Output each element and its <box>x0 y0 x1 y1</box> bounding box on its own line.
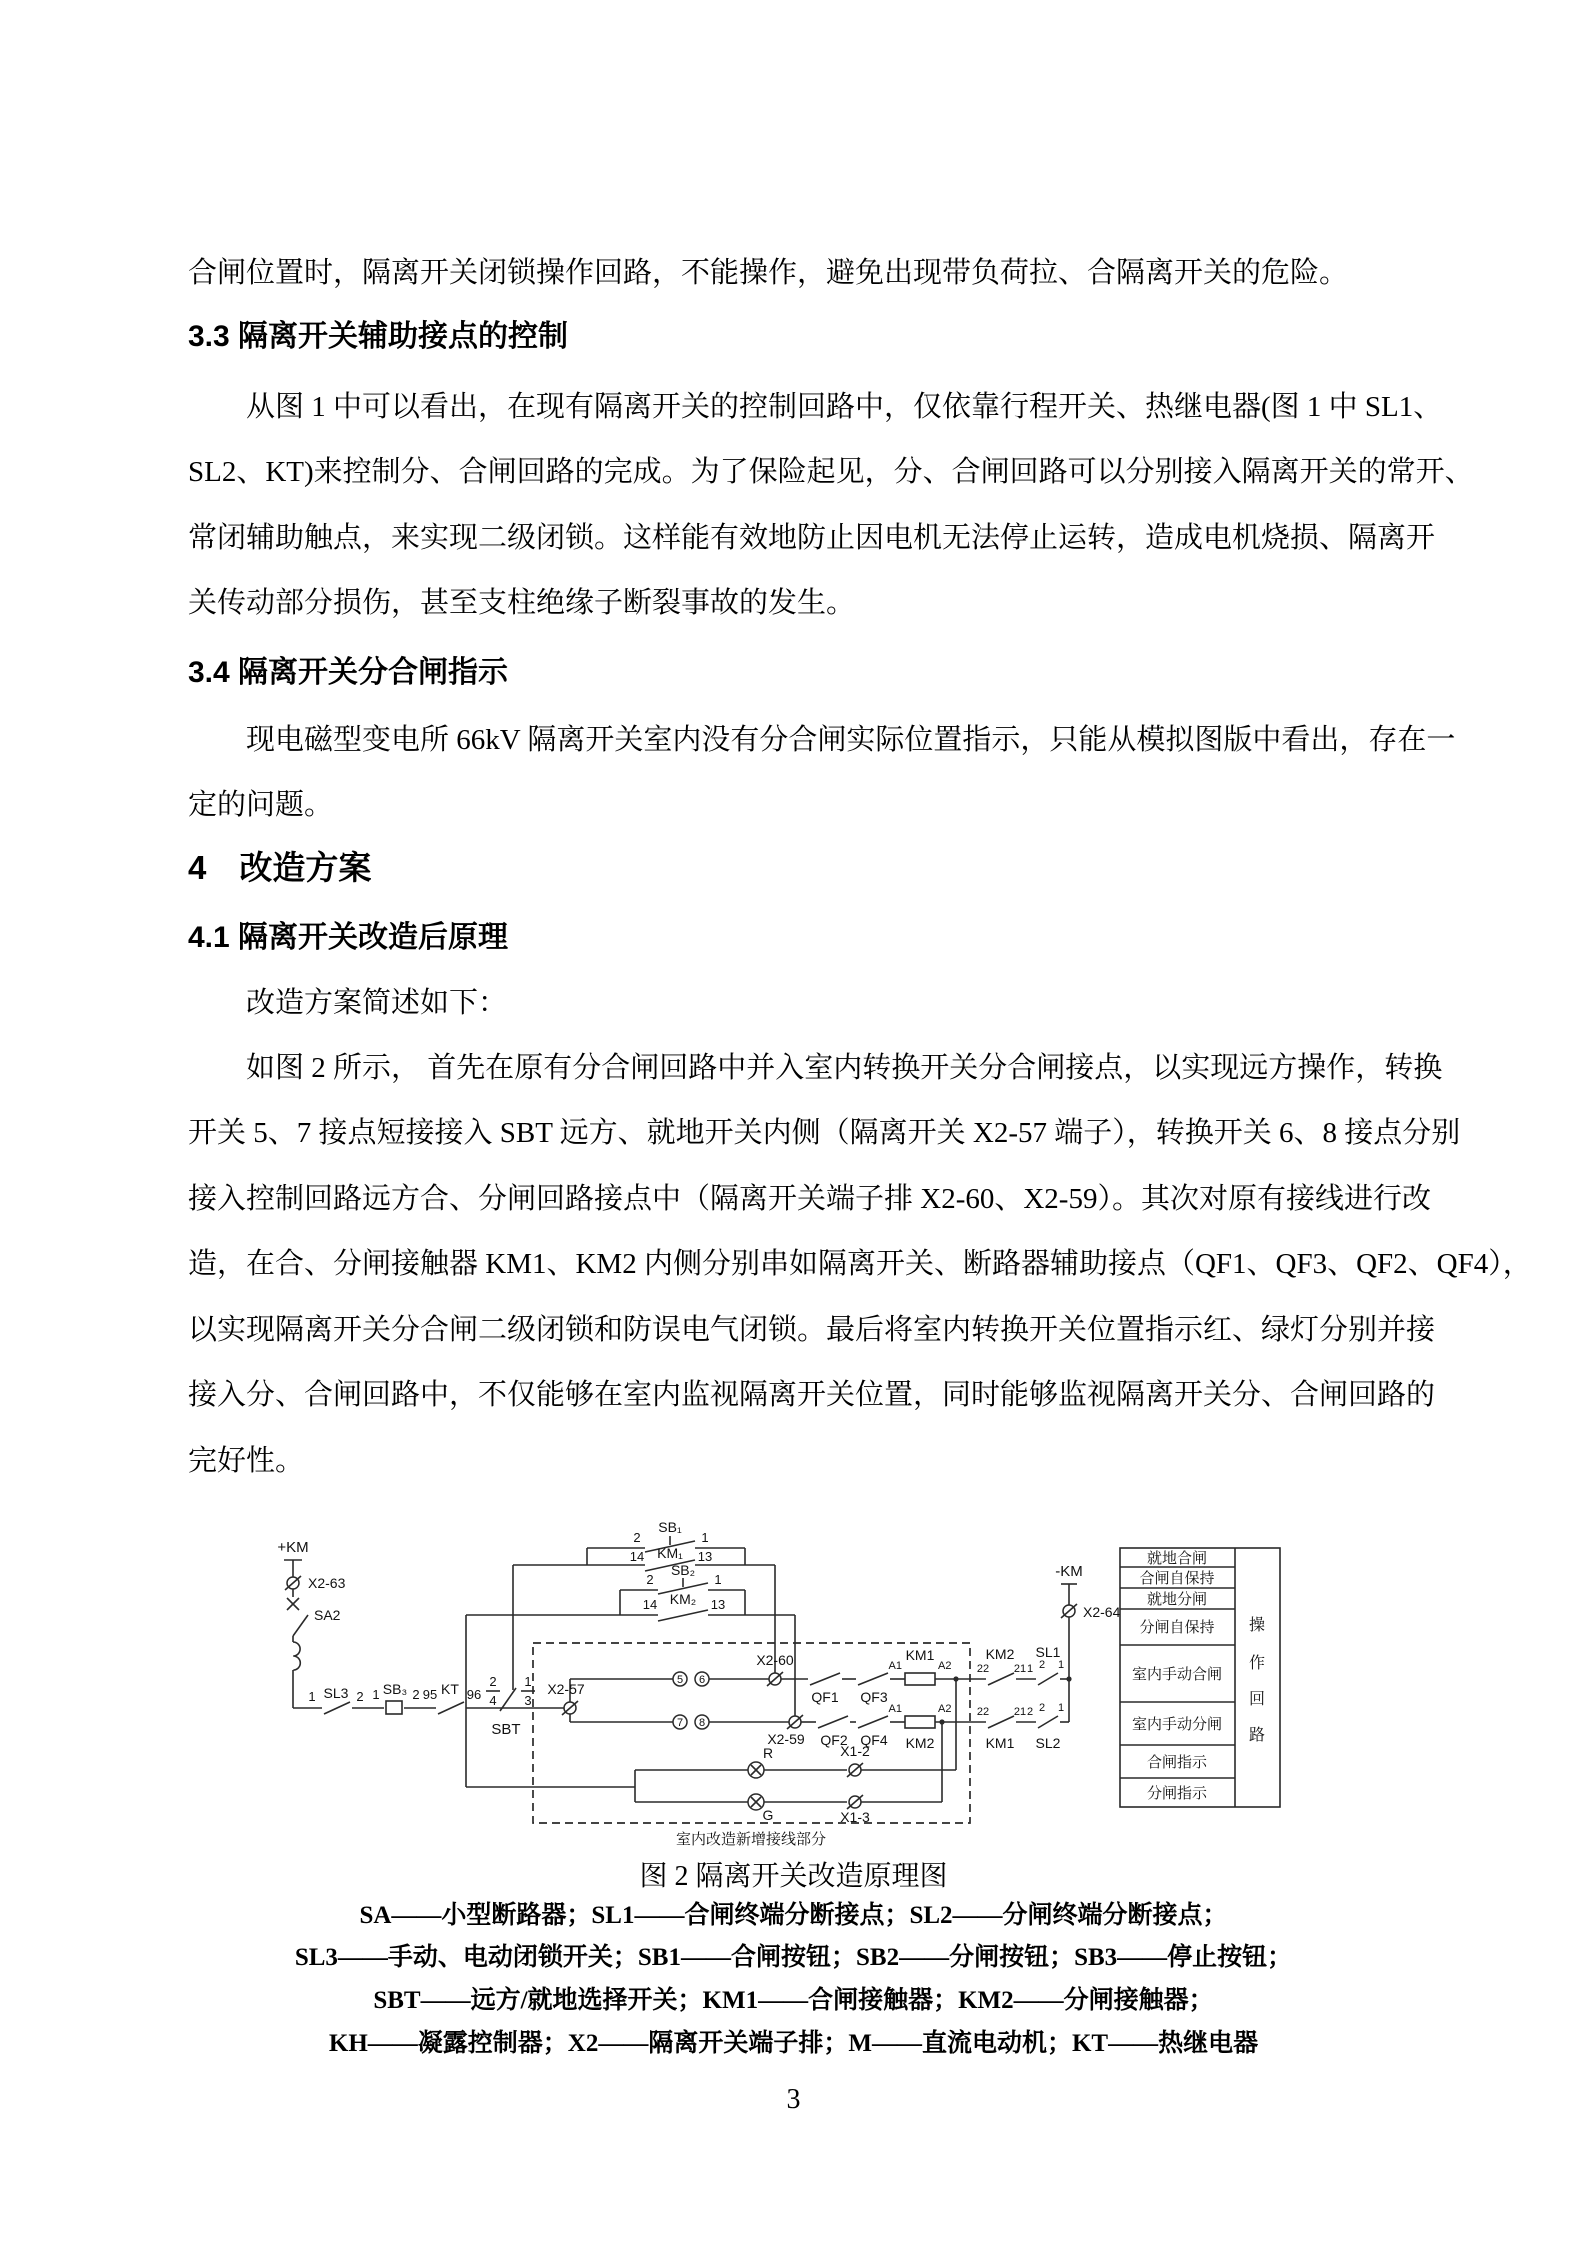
pin: 2 <box>412 1687 420 1702</box>
contact-km1-nc <box>988 1716 1014 1728</box>
paragraph-line: 完好性。 <box>188 1445 305 1477</box>
label-sa2: SA2 <box>314 1607 341 1623</box>
label-kt: KT <box>441 1681 459 1697</box>
contact-km2-nc <box>988 1673 1014 1685</box>
coil-km2 <box>905 1716 935 1728</box>
pin: 2 <box>633 1530 641 1545</box>
label-qf4: QF4 <box>860 1732 888 1748</box>
label-qf1: QF1 <box>811 1689 839 1705</box>
label-km2-aux: KM₂ <box>669 1591 697 1607</box>
motor-coil-symbol <box>293 1642 300 1670</box>
pin: 13 <box>697 1549 713 1564</box>
circled-pin-5: 5 <box>676 1674 684 1686</box>
circled-pin-7: 7 <box>676 1717 684 1729</box>
switch-sl3 <box>324 1702 350 1714</box>
label-x2-60: X2-60 <box>756 1652 794 1668</box>
pin: 1 <box>308 1689 316 1704</box>
pin: 96 <box>466 1687 482 1702</box>
pin: 1 <box>524 1674 532 1689</box>
table-side-char: 回 <box>1248 1691 1266 1708</box>
figure-legend-line: SBT——远方/就地选择开关；KM1——合闸接触器；KM2——分闸接触器； <box>373 1987 1214 2014</box>
pin: 13 <box>710 1597 726 1612</box>
label-a1: A1 <box>888 1703 902 1715</box>
paragraph-line: 合闸位置时，隔离开关闭锁操作回路，不能操作，避免出现带负荷拉、合隔离开关的危险。 <box>188 257 1349 289</box>
table-side-char: 作 <box>1248 1655 1266 1672</box>
pin: 95 <box>422 1687 438 1702</box>
contact-sl1 <box>1038 1673 1058 1685</box>
label-qf2: QF2 <box>820 1732 848 1748</box>
table-row: 就地分闸 <box>1146 1591 1208 1608</box>
contact-qf2 <box>818 1716 848 1728</box>
label-sl2: SL2 <box>1035 1735 1061 1751</box>
paragraph-line: 接入分、合闸回路中，不仅能够在室内监视隔离开关位置，同时能够监视隔离开关分、合闸回路的 <box>188 1379 1436 1411</box>
paragraph-line: 如图 2 所示， 首先在原有分合闸回路中并入室内转换开关分合闸接点，以实现远方操作，转换 <box>246 1052 1443 1084</box>
paragraph-line: 常闭辅助触点，来实现二级闭锁。这样能有效地防止因电机无法停止运转，造成电机烧损、隔离开 <box>188 522 1436 554</box>
pin: 1 <box>1026 1663 1034 1675</box>
section-heading-3-4: 3.4 隔离开关分合闸指示 <box>188 656 509 689</box>
new-wiring-box-label: 室内改造新增接线部分 <box>675 1831 827 1848</box>
label-lamp-g: G <box>762 1807 774 1823</box>
section-heading-4: 4 改造方案 <box>188 849 372 886</box>
section-heading-3-3: 3.3 隔离开关辅助接点的控制 <box>188 320 569 353</box>
pin: 2 <box>1038 1702 1046 1714</box>
label-minus-km: -KM <box>1055 1563 1083 1580</box>
label-km2-contact: KM2 <box>985 1646 1015 1662</box>
pin: 2 <box>1026 1706 1034 1718</box>
pin: 22 <box>976 1663 990 1675</box>
pin: 2 <box>356 1689 364 1704</box>
pin: 4 <box>489 1693 497 1708</box>
figure-legend-line: KH——凝露控制器；X2——隔离开关端子排；M——直流电动机；KT——热继电器 <box>328 2030 1259 2057</box>
pin: 21 <box>1013 1663 1027 1675</box>
label-sb3: SB₃ <box>382 1681 408 1697</box>
table-row: 室内手动分闸 <box>1131 1716 1223 1733</box>
button-sb3 <box>386 1701 402 1714</box>
contact-qf1 <box>810 1673 840 1685</box>
switch-sa2 <box>293 1615 308 1636</box>
label-x1-3: X1-3 <box>840 1809 870 1825</box>
paragraph-line: 接入控制回路远方合、分闸回路接点中（隔离开关端子排 X2-60、X2-59）。其次对原有接线进行改 <box>188 1183 1431 1215</box>
label-x2-57: X2-57 <box>547 1681 585 1697</box>
label-plus-km: +KM <box>277 1539 309 1556</box>
contact-qf3 <box>858 1673 888 1685</box>
label-sl1: SL1 <box>1035 1644 1061 1660</box>
paragraph-line: 开关 5、7 接点短接接入 SBT 远方、就地开关内侧（隔离开关 X2-57 端子），转换开关 6、8 接点分别 <box>188 1117 1461 1149</box>
table-row: 分闸自保持 <box>1139 1619 1215 1636</box>
label-a2: A2 <box>938 1703 952 1715</box>
table-row: 就地合闸 <box>1146 1550 1208 1567</box>
figure-legend-line: SA——小型断路器；SL1——合闸终端分断接点；SL2——分闸终端分断接点； <box>359 1902 1228 1929</box>
contact-kt <box>438 1702 464 1714</box>
label-lamp-r: R <box>762 1745 774 1761</box>
label-km1-coil: KM1 <box>905 1647 935 1663</box>
pin: 2 <box>1038 1659 1046 1671</box>
table-side-char: 操 <box>1248 1617 1266 1634</box>
label-sb1: SB₁ <box>658 1519 682 1535</box>
figure-caption: 图 2 隔离开关改造原理图 <box>639 1861 948 1892</box>
figure-legend-line: SL3——手动、电动闭锁开关；SB1——合闸按钮；SB2——分闸按钮；SB3——停止按钮； <box>294 1944 1293 1971</box>
label-qf3: QF3 <box>860 1689 888 1705</box>
circled-pin-6: 6 <box>698 1674 706 1686</box>
label-x1-2: X1-2 <box>840 1743 870 1759</box>
coil-km1 <box>905 1673 935 1685</box>
circuit-schematic <box>190 1518 1420 1868</box>
pin: 22 <box>976 1706 990 1718</box>
label-sl3: SL3 <box>323 1685 349 1701</box>
pin: 3 <box>524 1693 532 1708</box>
pin: 14 <box>642 1597 658 1612</box>
paragraph-line: 以实现隔离开关分合闸二级闭锁和防误电气闭锁。最后将室内转换开关位置指示红、绿灯分别并接 <box>188 1314 1436 1346</box>
label-sb2: SB₂ <box>670 1562 696 1578</box>
label-a2: A2 <box>938 1660 952 1672</box>
contact-km2 <box>658 1610 708 1621</box>
pin: 14 <box>629 1549 645 1564</box>
section-heading-4-1: 4.1 隔离开关改造后原理 <box>188 921 509 954</box>
paragraph-line: 关传动部分损伤，甚至支柱绝缘子断裂事故的发生。 <box>188 587 856 619</box>
pin: 1 <box>1057 1659 1065 1671</box>
contact-sl2 <box>1038 1716 1058 1728</box>
operation-loop-table <box>1120 1548 1280 1807</box>
page-number: 3 <box>786 2084 801 2115</box>
pin: 1 <box>1057 1702 1065 1714</box>
paragraph-line: SL2、KT)来控制分、合闸回路的完成。为了保险起见，分、合闸回路可以分别接入隔离开关的常开、 <box>188 456 1474 488</box>
table-row: 室内手动合闸 <box>1131 1666 1223 1683</box>
pin: 21 <box>1013 1706 1027 1718</box>
table-side-char: 路 <box>1248 1727 1266 1744</box>
paragraph-line: 从图 1 中可以看出，在现有隔离开关的控制回路中，仅依靠行程开关、热继电器(图 1 中 SL1、 <box>246 391 1443 423</box>
pin: 1 <box>372 1687 380 1702</box>
figure-2-circuit-diagram <box>190 1518 1420 1868</box>
pin: 1 <box>714 1572 722 1587</box>
label-sbt: SBT <box>491 1721 521 1738</box>
table-row: 分闸指示 <box>1146 1785 1208 1802</box>
table-row: 合闸指示 <box>1146 1754 1208 1771</box>
pin: 1 <box>701 1530 709 1545</box>
label-km2-coil: KM2 <box>905 1735 935 1751</box>
paragraph-line: 定的问题。 <box>188 789 334 821</box>
label-x2-64: X2-64 <box>1083 1604 1121 1620</box>
paragraph-line: 改造方案简述如下： <box>246 987 508 1019</box>
label-km1-aux: KM₁ <box>657 1545 683 1561</box>
label-km1-contact: KM1 <box>985 1735 1015 1751</box>
pin: 2 <box>489 1674 497 1689</box>
table-row: 合闸自保持 <box>1139 1570 1215 1587</box>
contact-qf4 <box>858 1716 888 1728</box>
paragraph-line: 造，在合、分闸接触器 KM1、KM2 内侧分别串如隔离开关、断路器辅助接点（QF1、QF3、QF2、QF4）， <box>188 1248 1532 1280</box>
paragraph-line: 现电磁型变电所 66kV 隔离开关室内没有分合闸实际位置指示，只能从模拟图版中看出，存在一 <box>246 724 1456 756</box>
label-x2-59: X2-59 <box>767 1731 805 1747</box>
pin: 2 <box>646 1572 654 1587</box>
label-a1: A1 <box>888 1660 902 1672</box>
circled-pin-8: 8 <box>698 1717 706 1729</box>
label-x2-63: X2-63 <box>308 1575 346 1591</box>
